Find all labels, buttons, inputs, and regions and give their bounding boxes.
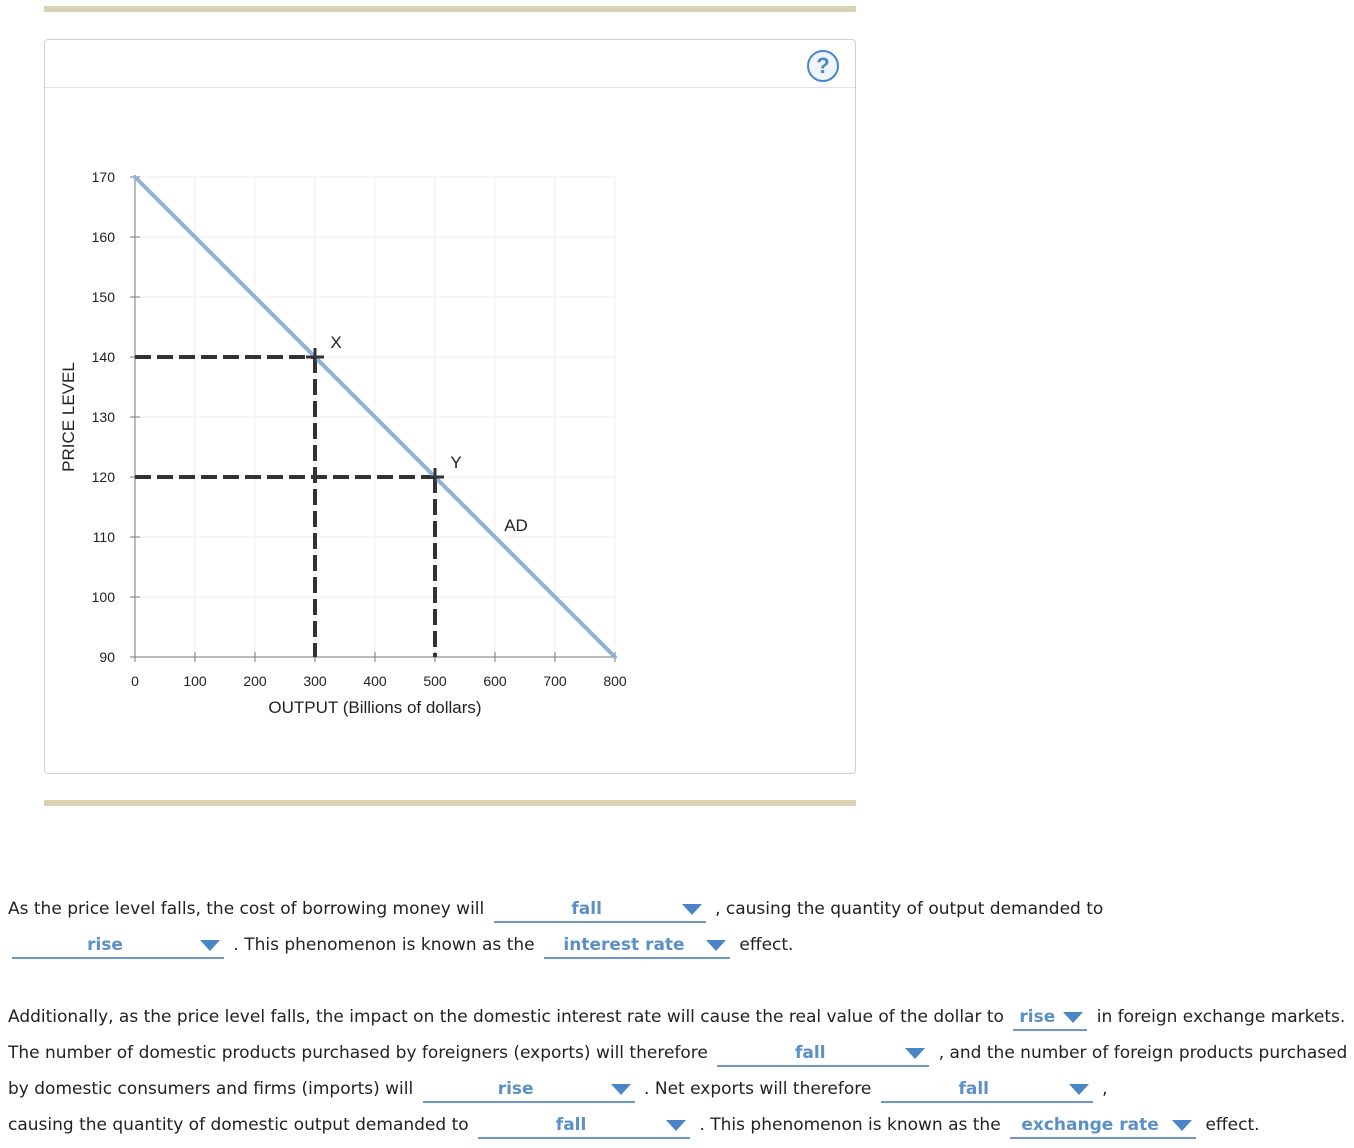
chevron-down-icon <box>611 1084 631 1095</box>
y-tick-label: 140 <box>91 349 115 365</box>
q1-text-3: . This phenomenon is known as the <box>233 935 535 955</box>
x-tick-label: 100 <box>183 673 207 689</box>
x-tick-label: 200 <box>243 673 267 689</box>
q2-text-4: . Net exports will therefore <box>644 1079 872 1099</box>
y-tick-label: 160 <box>91 229 115 245</box>
x-tick-label: 700 <box>543 673 567 689</box>
x-tick-label: 0 <box>131 673 139 689</box>
q2-dropdown-dollar-value[interactable]: rise <box>1013 1003 1087 1031</box>
chevron-down-icon <box>905 1048 925 1059</box>
q2-text-7: . This phenomenon is known as the <box>699 1115 1001 1135</box>
q2-text-8: effect. <box>1205 1115 1260 1135</box>
q2-dropdown-imports[interactable]: rise <box>423 1075 635 1103</box>
q2-text-6: causing the quantity of domestic output demanded to <box>8 1115 469 1135</box>
y-tick-label: 110 <box>92 529 115 545</box>
x-axis-title: OUTPUT (Billions of dollars) <box>268 698 482 717</box>
y-tick-label: 150 <box>91 289 115 305</box>
ad-curve-label: AD <box>504 516 528 535</box>
y-axis-title: PRICE LEVEL <box>59 362 78 472</box>
chevron-down-icon <box>682 904 702 915</box>
x-tick-label: 600 <box>483 673 507 689</box>
x-tick-label: 400 <box>363 673 387 689</box>
q2-text-5: , <box>1102 1079 1108 1099</box>
chevron-down-icon <box>666 1120 686 1131</box>
q2-dropdown-net-exports[interactable]: fall <box>881 1075 1093 1103</box>
q2-dropdown-effect-name[interactable]: exchange rate <box>1010 1111 1196 1139</box>
y-tick-label: 90 <box>99 649 115 665</box>
q1-text-4: effect. <box>739 935 794 955</box>
q1-text-2: , causing the quantity of output demanded to <box>715 899 1104 919</box>
y-tick-label: 120 <box>91 469 115 485</box>
x-tick-label: 800 <box>603 673 627 689</box>
q1-dropdown-borrowing-cost[interactable]: fall <box>494 895 706 923</box>
point-label-y: Y <box>450 453 462 472</box>
q1-dropdown-quantity-demanded[interactable]: rise <box>12 931 224 959</box>
help-icon[interactable]: ? <box>807 50 839 82</box>
bottom-rule <box>44 800 856 806</box>
q2-text-2: in foreign exchange markets. The number of domestic products purchased by foreigners (exports) will therefore <box>8 1007 1346 1063</box>
x-tick-label: 300 <box>303 673 327 689</box>
question-exchange-rate <box>8 999 1348 1143</box>
q2-text-1: Additionally, as the price level falls, the impact on the domestic interest rate will cause the real value of the dollar to <box>8 1007 1004 1027</box>
x-tick-label: 500 <box>423 673 447 689</box>
chevron-down-icon <box>706 940 726 951</box>
point-label-x: X <box>330 333 342 352</box>
chevron-down-icon <box>200 940 220 951</box>
y-tick-label: 170 <box>91 169 115 185</box>
question-interest-rate <box>8 891 1348 963</box>
q2-text-3: , and the number of foreign products purchased by domestic consumers and firms (imports) will <box>8 1043 1348 1099</box>
y-tick-label: 100 <box>91 589 115 605</box>
chevron-down-icon <box>1172 1120 1192 1131</box>
chevron-down-icon <box>1069 1084 1089 1095</box>
q2-dropdown-exports[interactable]: fall <box>717 1039 929 1067</box>
chevron-down-icon <box>1063 1012 1083 1023</box>
q2-dropdown-output-demanded[interactable]: fall <box>478 1111 690 1139</box>
y-tick-label: 130 <box>91 409 115 425</box>
q1-text-1: As the price level falls, the cost of borrowing money will <box>8 899 485 919</box>
q1-dropdown-effect-name[interactable]: interest rate <box>544 931 730 959</box>
